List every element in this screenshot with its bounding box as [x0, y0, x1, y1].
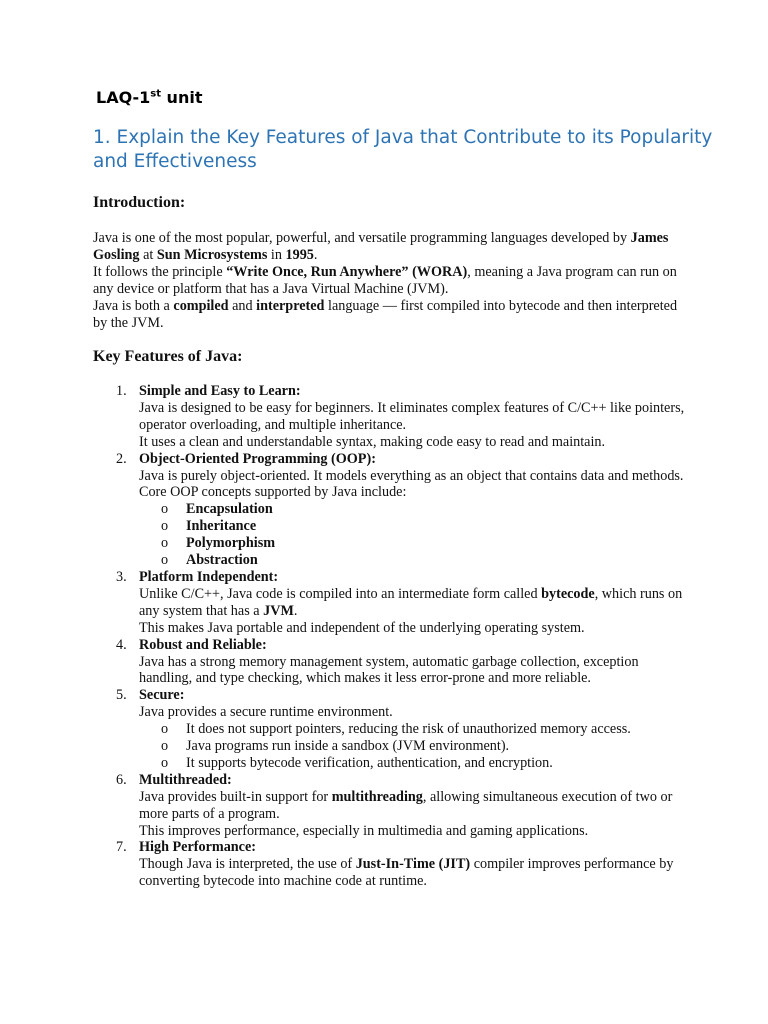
feature-bold-term: JVM	[263, 602, 294, 619]
sub-list-item	[139, 501, 693, 518]
intro-text: .	[313, 246, 318, 263]
feature-title: Robust and Reliable:	[139, 636, 267, 653]
sub-list-item	[139, 552, 693, 569]
unit-label-text: LAQ-1	[96, 88, 151, 107]
feature-description: Java has a strong memory management system, automatic garbage collection, exception handling, and type checking, which makes it less error-prone and more reliable.	[139, 653, 639, 687]
intro-bold-author: James Gosling	[93, 230, 669, 263]
bullet-icon: o	[161, 738, 169, 755]
intro-text: at	[139, 246, 157, 263]
feature-text: Though Java is interpreted, the use of	[139, 856, 356, 873]
feature-bold-term: Just-In-Time (JIT)	[355, 856, 471, 873]
feature-title: Simple and Easy to Learn:	[139, 383, 301, 399]
intro-bold-company: Sun Microsystems	[156, 246, 268, 263]
intro-bold-interpreted: interpreted	[256, 297, 325, 314]
feature-item	[93, 772, 693, 840]
feature-number: 7.	[116, 839, 127, 856]
feature-number: 6.	[116, 771, 127, 788]
feature-description: This improves performance, especially in multimedia and gaming applications.	[139, 822, 589, 839]
feature-title: High Performance:	[139, 839, 257, 856]
bullet-icon: o	[161, 552, 169, 569]
feature-text: compiler improves performance by converting bytecode into machine code at runtime.	[139, 856, 674, 890]
unit-label	[96, 88, 202, 107]
intro-text: , meaning a Java program can run on any device or platform that has a Java Virtual Machine (JVM).	[93, 263, 677, 297]
security-points-list	[139, 721, 693, 772]
feature-description	[139, 586, 693, 620]
sub-list-item	[139, 738, 693, 755]
intro-text: Java is both a	[93, 297, 174, 314]
intro-paragraph	[93, 230, 683, 264]
bullet-icon: o	[161, 501, 169, 518]
feature-description: Java provides a secure runtime environment.	[139, 704, 393, 721]
feature-item	[93, 687, 693, 772]
feature-item	[93, 383, 693, 451]
bullet-icon: o	[161, 535, 169, 552]
feature-title: Platform Independent:	[139, 568, 279, 585]
intro-paragraph	[93, 298, 683, 332]
feature-description: Core OOP concepts supported by Java include:	[139, 484, 407, 501]
feature-number: 2.	[116, 450, 127, 467]
intro-paragraph	[93, 264, 683, 298]
feature-text: Unlike C/C++, Java code is compiled into an intermediate form called	[139, 585, 542, 602]
feature-title: Multithreaded:	[139, 771, 232, 788]
feature-text: , which runs on any system that has a	[139, 585, 683, 619]
sub-list-item	[139, 518, 693, 535]
bullet-icon: o	[161, 518, 169, 535]
feature-description: This makes Java portable and independent of the underlying operating system.	[139, 619, 585, 636]
feature-description	[139, 789, 693, 823]
feature-bold-term: bytecode	[541, 585, 595, 602]
sub-list-item	[139, 535, 693, 552]
feature-item	[93, 637, 693, 688]
sub-item-text: Java programs run inside a sandbox (JVM environment).	[186, 738, 510, 755]
sub-item-text: Abstraction	[186, 552, 258, 569]
sub-item-text: Encapsulation	[186, 501, 273, 518]
bullet-icon: o	[161, 721, 169, 738]
feature-text: , allowing simultaneous execution of two or more parts of a program.	[139, 788, 673, 822]
feature-number: 1.	[116, 383, 127, 399]
intro-text: It follows the principle	[93, 263, 227, 280]
key-features-list	[93, 383, 693, 890]
sub-item-text: Inheritance	[186, 518, 257, 535]
intro-bold-compiled: compiled	[173, 297, 229, 314]
key-features-heading: Key Features of Java:	[93, 348, 243, 365]
feature-description: Java is purely object-oriented. It models everything as an object that contains data and methods.	[139, 467, 684, 484]
feature-title: Secure:	[139, 687, 185, 704]
intro-text: and	[228, 297, 257, 314]
intro-text: language — first compiled into bytecode and then interpreted by the JVM.	[93, 297, 678, 331]
intro-bold-principle: “Write Once, Run Anywhere” (WORA)	[226, 263, 468, 280]
question-title: 1. Explain the Key Features of Java that Contribute to its Popularity and Effectiveness	[93, 127, 713, 172]
feature-text: Java provides built-in support for	[139, 788, 332, 805]
sub-list-item	[139, 721, 693, 738]
feature-number: 4.	[116, 636, 127, 653]
sub-item-text: It does not support pointers, reducing the risk of unauthorized memory access.	[186, 721, 631, 738]
feature-number: 3.	[116, 568, 127, 585]
feature-item	[93, 569, 693, 637]
unit-label-superscript: st	[150, 88, 161, 100]
bullet-icon: o	[161, 754, 169, 771]
sub-item-text: Polymorphism	[186, 535, 276, 552]
sub-item-text: It supports bytecode verification, authentication, and encryption.	[186, 754, 553, 771]
oop-concepts-list	[139, 501, 693, 569]
feature-title: Object-Oriented Programming (OOP):	[139, 450, 376, 467]
intro-text: Java is one of the most popular, powerful, and versatile programming languages developed by	[93, 230, 631, 246]
intro-bold-year: 1995	[285, 246, 314, 263]
unit-label-suffix: unit	[160, 88, 203, 107]
introduction-heading: Introduction:	[93, 194, 186, 211]
introduction-body	[93, 230, 683, 331]
feature-text: .	[293, 602, 298, 619]
feature-item	[93, 839, 693, 890]
feature-description: It uses a clean and understandable syntax, making code easy to read and maintain.	[139, 433, 606, 450]
feature-number: 5.	[116, 687, 127, 704]
feature-description	[139, 856, 693, 890]
intro-text: in	[267, 246, 286, 263]
feature-bold-term: multithreading	[331, 788, 423, 805]
feature-description: Java is designed to be easy for beginners. It eliminates complex features of C/C++ like pointers, operator overloading, and multiple inheritance.	[139, 399, 685, 433]
feature-item	[93, 451, 693, 569]
sub-list-item	[139, 755, 693, 772]
